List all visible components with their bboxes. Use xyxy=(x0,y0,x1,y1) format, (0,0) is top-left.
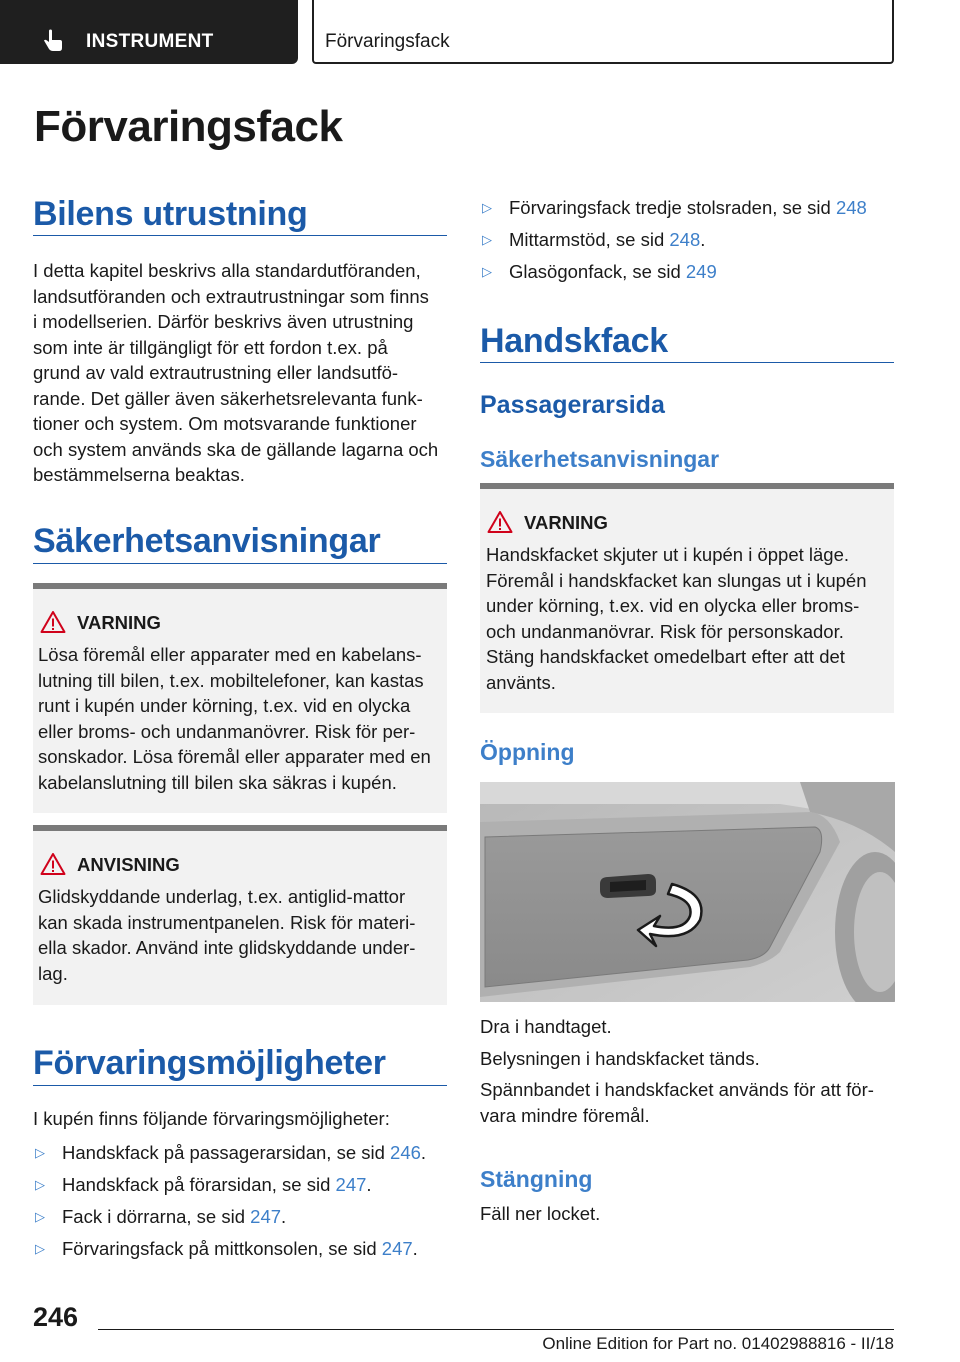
notice-label: ANVISNING xyxy=(77,854,180,875)
text-line: Föremål i handskfacket kan slungas ut i kupén xyxy=(486,569,867,591)
heading-forvaringsmojligheter: Förvaringsmöjligheter xyxy=(33,1044,386,1082)
bullet-triangle-icon: ▷ xyxy=(35,1209,45,1224)
text-line: under körning, t.ex. vid en olycka eller broms- xyxy=(486,595,860,616)
opening-paragraph xyxy=(480,1014,894,1128)
item-end: . xyxy=(412,1238,418,1259)
warning-triangle-icon xyxy=(40,610,66,634)
text-line: eller broms- och undanmanövrer. Risk för per- xyxy=(38,720,416,742)
heading-rule xyxy=(33,1085,447,1086)
list-item xyxy=(33,1204,453,1236)
text-line: i modellserien. Därför beskrivs även utrustning xyxy=(33,311,414,332)
item-text: Förvaringsfack på mittkonsolen, se sid xyxy=(62,1238,382,1259)
storage-list-continued xyxy=(480,195,900,291)
heading-sakerhetsanvisningar-2: Säkerhetsanvisningar xyxy=(480,446,720,472)
page-link[interactable]: 248 xyxy=(835,197,867,218)
hand-pointer-icon xyxy=(40,28,66,54)
text-line: Belysningen i handskfacket tänds. xyxy=(480,1047,760,1069)
item-text: Handskfack på förarsidan, se sid xyxy=(62,1174,336,1195)
text-line: kabelanslutning till bilen ska säkras i kupén. xyxy=(38,771,397,793)
list-item xyxy=(480,259,900,291)
heading-sakerhetsanvisningar: Säkerhetsanvisningar xyxy=(33,522,381,560)
page-link[interactable]: 246 xyxy=(390,1142,421,1163)
text-line: Stäng handskfacket omedelbart efter att det xyxy=(486,646,845,667)
text-line: tioner och system. Om motsvarande funktioner xyxy=(33,413,417,434)
warning-triangle-icon xyxy=(40,852,66,876)
text-line: I detta kapitel beskrivs alla standardutföranden, xyxy=(33,260,421,281)
storage-list xyxy=(33,1140,453,1268)
page-title: Förvaringsfack xyxy=(34,102,343,151)
text-line: sonskador. Lösa föremål eller apparater med en xyxy=(38,746,431,767)
heading-bilens-utrustning: Bilens utrustning xyxy=(33,195,308,233)
text-line: bestämmelserna beaktas. xyxy=(33,464,245,485)
footer-rule xyxy=(98,1329,894,1330)
edition-note: Online Edition for Part no. 01402988816 - II/18 xyxy=(542,1334,894,1353)
text-line: använts. xyxy=(486,671,556,693)
list-item xyxy=(480,227,900,259)
page-link[interactable]: 247 xyxy=(250,1206,282,1227)
text-line: runt i kupén under körning, t.ex. vid en olycka xyxy=(38,695,411,716)
item-text: Fack i dörrarna, se sid xyxy=(62,1206,251,1227)
item-end: . xyxy=(700,229,706,250)
text-line: och undanmanövrar. Risk för personskador. xyxy=(486,620,844,642)
closing-text: Fäll ner locket. xyxy=(480,1203,601,1224)
text-line: som inte är tillgängligt för ett fordon t.ex. på xyxy=(33,336,388,358)
heading-handskfack: Handskfack xyxy=(480,322,668,360)
item-end: . xyxy=(366,1174,372,1195)
bullet-triangle-icon: ▷ xyxy=(35,1241,45,1256)
section-tab-label: Förvaringsfack xyxy=(325,31,450,52)
text-line: vara mindre föremål. xyxy=(480,1104,650,1126)
warning-label: VARNING xyxy=(77,612,161,633)
warning-triangle-icon xyxy=(487,510,513,534)
list-item xyxy=(33,1236,453,1268)
bullet-triangle-icon: ▷ xyxy=(35,1145,45,1160)
text-line: rande. Det gäller även säkerhetsrelevanta funk- xyxy=(33,387,423,409)
chapter-title: INSTRUMENT xyxy=(86,31,214,52)
text-line: lutning till bilen, t.ex. mobiltelefoner, kan kastas xyxy=(38,669,424,691)
heading-passagerarsida: Passagerarsida xyxy=(480,391,665,419)
text-line: ella skador. Använd inte glidskyddande under- xyxy=(38,937,416,958)
glovebox-illustration xyxy=(480,782,895,1002)
bullet-triangle-icon: ▷ xyxy=(482,232,492,247)
warning-text xyxy=(38,642,448,795)
text-line: grund av vald extrautrustning eller landsutfö- xyxy=(33,362,399,383)
intro-paragraph xyxy=(33,258,453,488)
page-link[interactable]: 248 xyxy=(669,229,701,250)
text-line: kan skada instrumentpanelen. Risk för materi- xyxy=(38,911,416,933)
page-link[interactable]: 247 xyxy=(335,1174,367,1195)
bullet-triangle-icon: ▷ xyxy=(35,1177,45,1192)
item-text: Förvaringsfack tredje stolsraden, se sid xyxy=(509,197,836,218)
heading-rule xyxy=(33,235,447,236)
heading-rule xyxy=(33,563,447,564)
list-item xyxy=(480,195,900,227)
list-item xyxy=(33,1172,453,1204)
warning-text xyxy=(486,542,891,695)
heading-stangning: Stängning xyxy=(480,1166,593,1192)
page-number: 246 xyxy=(33,1302,79,1332)
item-text: Handskfack på passagerarsidan, se sid xyxy=(62,1142,391,1163)
bullet-triangle-icon: ▷ xyxy=(482,264,492,279)
text-line: Handskfacket skjuter ut i kupén i öppet läge. xyxy=(486,544,850,565)
page-link[interactable]: 247 xyxy=(381,1238,413,1259)
text-line: lag. xyxy=(38,962,68,984)
bullet-triangle-icon: ▷ xyxy=(482,200,492,215)
item-end: . xyxy=(281,1206,287,1227)
storage-intro: I kupén finns följande förvaringsmöjligheter: xyxy=(33,1108,390,1129)
text-line: Dra i handtaget. xyxy=(480,1016,612,1037)
text-line: och system används ska de gällande lagarna och xyxy=(33,438,439,460)
page-link[interactable]: 249 xyxy=(685,261,717,282)
text-line: landsutföranden och extrautrustningar som finns xyxy=(33,285,429,307)
item-text: Glasögonfack, se sid xyxy=(509,261,686,282)
item-end: . xyxy=(420,1142,427,1163)
heading-oppning: Öppning xyxy=(480,739,575,765)
item-text: Mittarmstöd, se sid xyxy=(509,229,670,250)
warning-label: VARNING xyxy=(524,512,608,533)
list-item xyxy=(33,1140,453,1172)
notice-text xyxy=(38,884,448,986)
text-line: Lösa föremål eller apparater med en kabelans- xyxy=(38,644,422,665)
heading-rule xyxy=(480,362,894,363)
text-line: Spännbandet i handskfacket används för att för- xyxy=(480,1079,874,1100)
text-line: Glidskyddande underlag, t.ex. antiglid-mattor xyxy=(38,886,406,907)
